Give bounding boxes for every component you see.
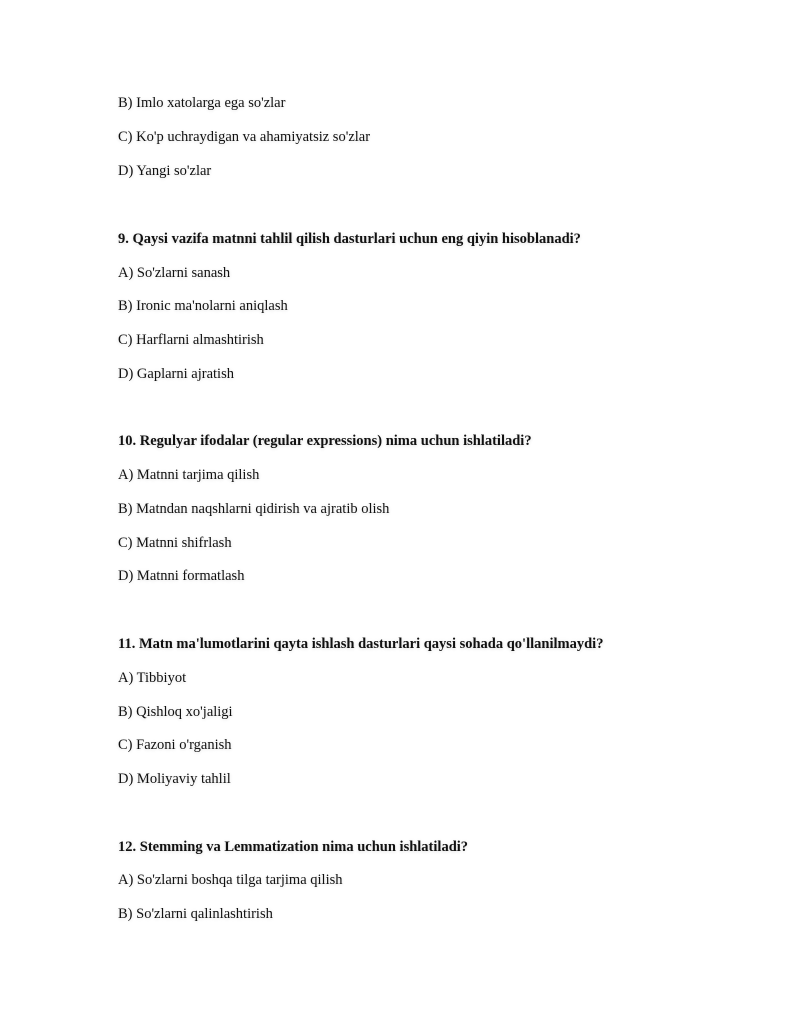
option-a: A) So'zlarni boshqa tilga tarjima qilish	[118, 872, 343, 888]
question-12: 12. Stemming va Lemmatization nima uchun ishlatiladi?	[118, 839, 469, 855]
option-a: A) Tibbiyot	[118, 670, 187, 686]
option-c: C) Fazoni o'rganish	[118, 737, 232, 753]
option-b: B) Matndan naqshlarni qidirish va ajratib olish	[118, 501, 390, 517]
option-b: B) Imlo xatolarga ega so'zlar	[118, 95, 286, 111]
question-9: 9. Qaysi vazifa matnni tahlil qilish dasturlari uchun eng qiyin hisoblanadi?	[118, 231, 581, 247]
option-b: B) Qishloq xo'jaligi	[118, 704, 233, 720]
option-b: B) So'zlarni qalinlashtirish	[118, 906, 273, 922]
option-d: D) Yangi so'zlar	[118, 163, 212, 179]
option-c: C) Matnni shifrlash	[118, 535, 232, 551]
option-d: D) Moliyaviy tahlil	[118, 771, 231, 787]
option-a: A) So'zlarni sanash	[118, 265, 231, 281]
option-c: C) Harflarni almashtirish	[118, 332, 264, 348]
question-11: 11. Matn ma'lumotlarini qayta ishlash dasturlari qaysi sohada qo'llanilmaydi?	[118, 636, 604, 652]
option-c: C) Ko'p uchraydigan va ahamiyatsiz so'zlar	[118, 129, 371, 145]
option-a: A) Matnni tarjima qilish	[118, 467, 260, 483]
option-d: D) Matnni formatlash	[118, 568, 245, 584]
option-d: D) Gaplarni ajratish	[118, 366, 234, 382]
question-10: 10. Regulyar ifodalar (regular expressions) nima uchun ishlatiladi?	[118, 433, 532, 449]
option-b: B) Ironic ma'nolarni aniqlash	[118, 298, 288, 314]
